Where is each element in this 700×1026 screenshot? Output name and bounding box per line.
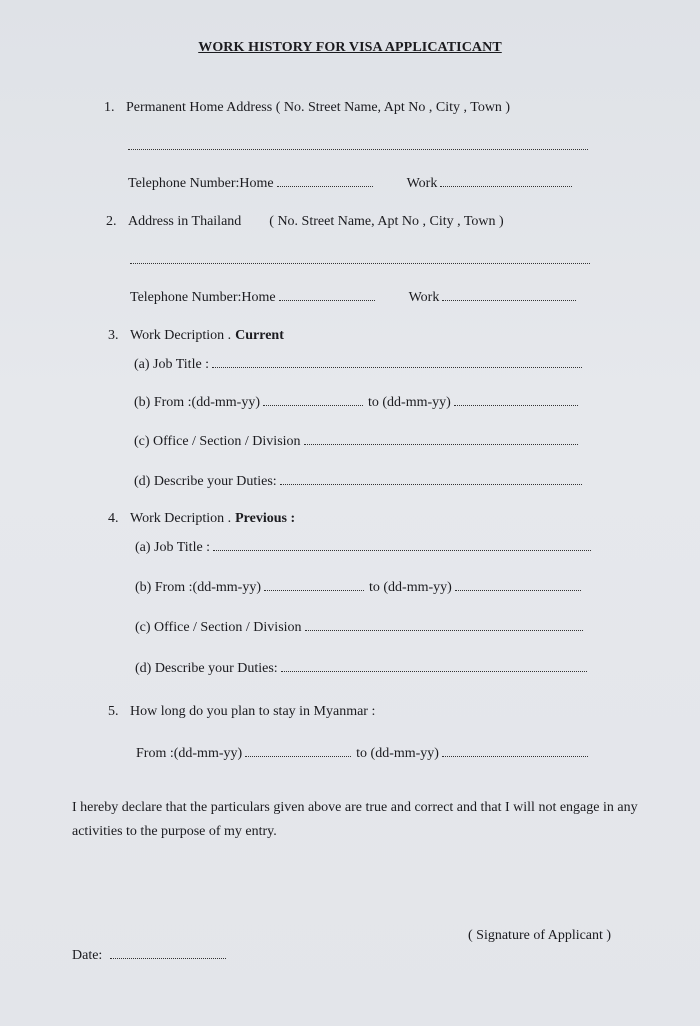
q1-tel-work-field[interactable] xyxy=(440,176,572,187)
q5-from-label: From :(dd-mm-yy) xyxy=(136,746,243,761)
q2-tel-home-field[interactable] xyxy=(279,290,375,301)
date-field[interactable] xyxy=(110,948,226,959)
q5-to-label: to (dd-mm-yy) xyxy=(356,746,439,761)
q3-office-label: (c) Office / Section / Division xyxy=(134,434,301,449)
q4-row xyxy=(108,511,295,527)
q1-row xyxy=(104,100,510,116)
q1-address-field[interactable] xyxy=(128,148,588,150)
form-title: WORK HISTORY FOR VISA APPLICATICANT xyxy=(198,40,502,55)
q2-row xyxy=(106,214,504,230)
q5-row xyxy=(108,704,375,720)
q4-to-field[interactable] xyxy=(455,580,581,591)
q3-dates-row xyxy=(134,395,578,411)
q3-job-title-label: (a) Job Title : xyxy=(134,357,210,372)
q5-from-field[interactable] xyxy=(245,746,351,757)
q3-from-label: (b) From :(dd-mm-yy) xyxy=(134,395,260,410)
q1-tel-work-label: Work xyxy=(406,176,438,191)
q5-label: How long do you plan to stay in Myanmar : xyxy=(130,704,376,719)
q2-label: Address in Thailand xyxy=(128,214,242,229)
q3-label: Work Decription . xyxy=(130,328,232,343)
q1-label: Permanent Home Address ( No. Street Name, Apt No , City , Town ) xyxy=(126,100,511,115)
q4-office-row xyxy=(135,620,583,636)
q4-bold-label: Previous : xyxy=(235,511,296,526)
q5-number: 5. xyxy=(108,704,119,719)
q1-telephone-row xyxy=(128,176,572,192)
q3-job-title-row xyxy=(134,357,582,373)
date-row xyxy=(72,948,226,964)
q1-tel-home-field[interactable] xyxy=(277,176,373,187)
q4-number: 4. xyxy=(108,511,119,526)
q4-dates-row xyxy=(135,580,581,596)
q3-bold-label: Current xyxy=(235,328,284,343)
q2-number: 2. xyxy=(106,214,117,229)
q2-address-field[interactable] xyxy=(130,262,590,264)
date-label: Date: xyxy=(72,948,103,963)
q4-duties-field[interactable] xyxy=(281,661,587,672)
q3-number: 3. xyxy=(108,328,119,343)
q4-job-title-row xyxy=(135,540,591,556)
q1-number: 1. xyxy=(104,100,115,115)
q3-office-row xyxy=(134,434,578,450)
declaration-text: I hereby declare that the particulars given above are true and correct and that I will not engage in any activities to the purpose of my entry. xyxy=(72,800,638,839)
q4-office-field[interactable] xyxy=(305,620,583,631)
q4-to-label: to (dd-mm-yy) xyxy=(368,580,452,595)
q3-to-field[interactable] xyxy=(454,395,578,406)
q3-office-field[interactable] xyxy=(304,434,578,445)
q3-job-title-field[interactable] xyxy=(212,357,582,368)
q4-duties-label: (d) Describe your Duties: xyxy=(135,661,278,676)
q2-tel-home-label: Telephone Number:Home xyxy=(130,290,276,305)
q4-from-label: (b) From :(dd-mm-yy) xyxy=(135,580,261,595)
q1-tel-home-label: Telephone Number:Home xyxy=(128,176,274,191)
signature-label: ( Signature of Applicant ) xyxy=(468,928,612,943)
q4-office-label: (c) Office / Section / Division xyxy=(135,620,302,635)
q3-duties-field[interactable] xyxy=(280,474,582,485)
q5-to-field[interactable] xyxy=(442,746,588,757)
q3-duties-label: (d) Describe your Duties: xyxy=(134,474,277,489)
q4-label: Work Decription . xyxy=(130,511,232,526)
q5-dates-row xyxy=(136,746,588,762)
q4-job-title-field[interactable] xyxy=(213,540,591,551)
q2-hint: ( No. Street Name, Apt No , City , Town ) xyxy=(269,214,504,229)
q3-row xyxy=(108,328,284,344)
q2-tel-work-field[interactable] xyxy=(442,290,576,301)
q4-job-title-label: (a) Job Title : xyxy=(135,540,211,555)
q3-to-label: to (dd-mm-yy) xyxy=(367,395,451,410)
q3-duties-row xyxy=(134,474,582,490)
q2-telephone-row xyxy=(130,290,576,306)
q4-duties-row xyxy=(135,661,587,677)
q3-from-field[interactable] xyxy=(263,395,363,406)
q4-from-field[interactable] xyxy=(264,580,364,591)
q2-tel-work-label: Work xyxy=(408,290,440,305)
